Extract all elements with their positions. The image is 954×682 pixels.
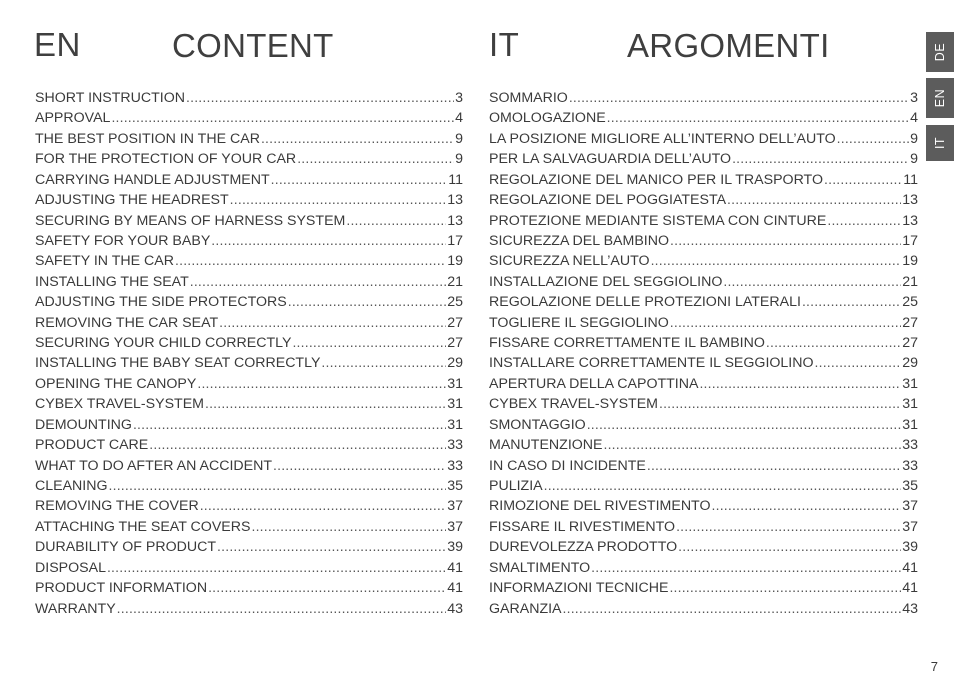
- toc-entry-page: 39: [902, 539, 918, 556]
- toc-entry[interactable]: [489, 230, 918, 250]
- toc-entry-page: 43: [447, 600, 463, 617]
- dot-leader: [205, 393, 446, 413]
- toc-entry-page: 13: [447, 212, 463, 229]
- toc-entry-title: FISSARE CORRETTAMENTE IL BAMBINO: [489, 335, 765, 352]
- toc-entry-title: LA POSIZIONE MIGLIORE ALL’INTERNO DELL’AUTO: [489, 130, 836, 147]
- toc-entry-title: CLEANING: [35, 478, 108, 495]
- italian-table-of-contents: [489, 87, 918, 618]
- toc-entry-page: 43: [902, 600, 918, 617]
- toc-entry[interactable]: [489, 352, 918, 372]
- dot-leader: [107, 557, 446, 577]
- dot-leader: [292, 332, 446, 352]
- dot-leader: [251, 516, 446, 536]
- toc-entry-page: 39: [447, 539, 463, 556]
- dot-leader: [607, 107, 909, 127]
- toc-entry-page: 27: [902, 335, 918, 352]
- english-contents-title: CONTENT: [172, 27, 334, 64]
- toc-entry-title: INSTALLARE CORRETTAMENTE IL SEGGIOLINO: [489, 355, 814, 372]
- toc-entry-page: 13: [902, 192, 918, 209]
- dot-leader: [230, 189, 447, 209]
- toc-entry[interactable]: [35, 598, 463, 618]
- dot-leader: [117, 598, 447, 618]
- dot-leader: [211, 230, 446, 250]
- toc-entry-title: PRODUCT CARE: [35, 437, 149, 454]
- dot-leader: [670, 230, 901, 250]
- dot-leader: [676, 516, 901, 536]
- toc-entry-page: 33: [447, 437, 463, 454]
- toc-entry-page: 31: [447, 416, 463, 433]
- toc-entry[interactable]: [489, 557, 918, 577]
- toc-entry-title: INSTALLING THE SEAT: [35, 273, 189, 290]
- toc-entry[interactable]: [489, 516, 918, 536]
- toc-entry-page: 31: [902, 375, 918, 392]
- dot-leader: [727, 189, 901, 209]
- toc-entry-title: DUREVOLEZZA PRODOTTO: [489, 539, 678, 556]
- toc-entry-title: SICUREZZA DEL BAMBINO: [489, 232, 670, 249]
- toc-entry-page: 19: [447, 253, 463, 270]
- toc-entry-title: FISSARE IL RIVESTIMENTO: [489, 518, 676, 535]
- toc-entry-title: SOMMARIO: [489, 90, 568, 106]
- toc-entry-title: REGOLAZIONE DEL MANICO PER IL TRASPORTO: [489, 171, 824, 188]
- toc-entry[interactable]: [489, 169, 918, 189]
- toc-entry[interactable]: [35, 148, 463, 168]
- toc-entry[interactable]: [35, 169, 463, 189]
- toc-entry-title: ADJUSTING THE HEADREST: [35, 192, 229, 209]
- toc-entry-title: OPENING THE CANOPY: [35, 375, 197, 392]
- dot-leader: [802, 291, 901, 311]
- toc-entry[interactable]: [489, 393, 918, 413]
- toc-entry[interactable]: [35, 271, 463, 291]
- toc-entry[interactable]: [35, 312, 463, 332]
- toc-entry-title: DISPOSAL: [35, 559, 106, 576]
- toc-entry-page: 37: [447, 498, 463, 515]
- toc-entry[interactable]: [489, 577, 918, 597]
- toc-entry-title: SAFETY IN THE CAR: [35, 253, 175, 270]
- toc-entry-title: REGOLAZIONE DELLE PROTEZIONI LATERALI: [489, 294, 801, 311]
- dot-leader: [670, 312, 901, 332]
- toc-entry-title: APPROVAL: [35, 110, 111, 127]
- toc-entry[interactable]: [35, 352, 463, 372]
- italian-lang-code: IT: [489, 26, 520, 63]
- toc-entry[interactable]: [489, 148, 918, 168]
- toc-entry-title: SMALTIMENTO: [489, 559, 591, 576]
- toc-entry[interactable]: [489, 189, 918, 209]
- toc-entry-title: THE BEST POSITION IN THE CAR: [35, 130, 260, 147]
- language-tab-en[interactable]: [926, 78, 954, 118]
- dot-leader: [271, 169, 448, 189]
- toc-entry-page: 3: [910, 90, 918, 106]
- dot-leader: [544, 475, 902, 495]
- language-tab-label: IT: [932, 136, 947, 150]
- toc-entry[interactable]: [489, 250, 918, 270]
- toc-entry[interactable]: [35, 87, 463, 107]
- toc-entry-page: 33: [902, 457, 918, 474]
- toc-entry[interactable]: [35, 475, 463, 495]
- toc-entry-title: PER LA SALVAGUARDIA DELL’AUTO: [489, 151, 732, 168]
- toc-entry-title: GARANZIA: [489, 600, 562, 617]
- toc-entry[interactable]: [489, 291, 918, 311]
- dot-leader: [732, 148, 909, 168]
- toc-entry-page: 29: [902, 355, 918, 372]
- dot-leader: [659, 393, 901, 413]
- dot-leader: [815, 352, 902, 372]
- toc-entry-title: INSTALLAZIONE DEL SEGGIOLINO: [489, 273, 723, 290]
- toc-entry-page: 9: [910, 130, 918, 147]
- page-number: 7: [930, 659, 938, 674]
- toc-entry-page: 37: [902, 518, 918, 535]
- dot-leader: [712, 495, 902, 515]
- toc-entry-title: SHORT INSTRUCTION: [35, 90, 186, 106]
- toc-entry-title: WARRANTY: [35, 600, 116, 617]
- dot-leader: [591, 557, 901, 577]
- dot-leader: [587, 414, 902, 434]
- toc-entry-page: 13: [447, 192, 463, 209]
- toc-entry-page: 3: [455, 90, 463, 106]
- toc-entry[interactable]: [489, 434, 918, 454]
- dot-leader: [563, 598, 902, 618]
- dot-leader: [824, 169, 902, 189]
- toc-entry[interactable]: [35, 332, 463, 352]
- dot-leader: [109, 475, 447, 495]
- toc-entry-title: ADJUSTING THE SIDE PROTECTORS: [35, 294, 287, 311]
- toc-entry-page: 33: [902, 437, 918, 454]
- toc-entry[interactable]: [489, 87, 918, 107]
- toc-entry[interactable]: [35, 107, 463, 127]
- toc-entry-page: 35: [447, 478, 463, 495]
- language-tab-label: DE: [933, 42, 947, 62]
- dot-leader: [569, 87, 909, 107]
- toc-entry[interactable]: [35, 250, 463, 270]
- toc-entry-title: TOGLIERE IL SEGGIOLINO: [489, 314, 669, 331]
- toc-entry[interactable]: [35, 210, 463, 230]
- toc-entry-title: RIMOZIONE DEL RIVESTIMENTO: [489, 498, 711, 515]
- toc-entry[interactable]: [35, 393, 463, 413]
- toc-entry-page: 33: [447, 457, 463, 474]
- toc-entry-title: FOR THE PROTECTION OF YOUR CAR: [35, 151, 297, 168]
- dot-leader: [669, 577, 901, 597]
- dot-leader: [208, 577, 446, 597]
- toc-entry[interactable]: [489, 373, 918, 393]
- dot-leader: [261, 128, 454, 148]
- toc-entry-title: CARRYING HANDLE ADJUSTMENT: [35, 171, 270, 188]
- dot-leader: [219, 312, 446, 332]
- dot-leader: [197, 373, 446, 393]
- toc-entry-title: SMONTAGGIO: [489, 416, 586, 433]
- toc-entry-page: 4: [910, 110, 918, 127]
- toc-entry-page: 9: [910, 151, 918, 168]
- toc-entry-page: 13: [902, 212, 918, 229]
- toc-entry[interactable]: [35, 414, 463, 434]
- toc-entry[interactable]: [35, 536, 463, 556]
- dot-leader: [647, 455, 901, 475]
- dot-leader: [321, 352, 446, 372]
- dot-leader: [111, 107, 454, 127]
- dot-leader: [723, 271, 901, 291]
- toc-entry-page: 21: [902, 273, 918, 290]
- toc-entry-title: SECURING YOUR CHILD CORRECTLY: [35, 335, 292, 352]
- toc-entry[interactable]: [35, 516, 463, 536]
- toc-entry-title: INSTALLING THE BABY SEAT CORRECTLY: [35, 355, 321, 372]
- toc-entry-page: 4: [455, 110, 463, 127]
- toc-entry[interactable]: [489, 455, 918, 475]
- toc-entry-page: 35: [902, 478, 918, 495]
- toc-entry-title: SAFETY FOR YOUR BABY: [35, 232, 211, 249]
- toc-entry-page: 27: [902, 314, 918, 331]
- toc-entry-page: 25: [447, 294, 463, 311]
- toc-entry-page: 17: [902, 232, 918, 249]
- toc-entry[interactable]: [489, 598, 918, 618]
- toc-entry[interactable]: [35, 557, 463, 577]
- toc-entry-title: MANUTENZIONE: [489, 437, 603, 454]
- toc-entry-title: PROTEZIONE MEDIANTE SISTEMA CON CINTURE: [489, 212, 827, 229]
- toc-entry[interactable]: [35, 577, 463, 597]
- toc-entry-page: 37: [447, 518, 463, 535]
- dot-leader: [827, 210, 901, 230]
- dot-leader: [837, 128, 909, 148]
- toc-entry-title: OMOLOGAZIONE: [489, 110, 606, 127]
- dot-leader: [217, 536, 446, 556]
- toc-entry-page: 25: [902, 294, 918, 311]
- toc-entry-page: 31: [447, 396, 463, 413]
- toc-entry[interactable]: [489, 128, 918, 148]
- toc-entry[interactable]: [35, 128, 463, 148]
- toc-entry-page: 31: [447, 375, 463, 392]
- toc-entry-page: 27: [447, 314, 463, 331]
- toc-entry-title: REGOLAZIONE DEL POGGIATESTA: [489, 192, 727, 209]
- toc-entry-title: WHAT TO DO AFTER AN ACCIDENT: [35, 457, 273, 474]
- dot-leader: [699, 373, 901, 393]
- english-lang-code: EN: [34, 26, 81, 63]
- toc-entry-page: 41: [902, 580, 918, 597]
- toc-entry[interactable]: [489, 495, 918, 515]
- toc-entry-title: REMOVING THE COVER: [35, 498, 199, 515]
- toc-entry[interactable]: [489, 536, 918, 556]
- toc-entry[interactable]: [489, 332, 918, 352]
- english-table-of-contents: [35, 87, 463, 618]
- dot-leader: [288, 291, 446, 311]
- dot-leader: [273, 455, 446, 475]
- toc-entry[interactable]: [35, 189, 463, 209]
- toc-entry-page: 41: [447, 580, 463, 597]
- toc-entry-page: 9: [455, 130, 463, 147]
- toc-entry-page: 31: [902, 416, 918, 433]
- dot-leader: [678, 536, 901, 556]
- dot-leader: [186, 87, 454, 107]
- toc-entry-page: 41: [447, 559, 463, 576]
- dot-leader: [133, 414, 446, 434]
- toc-entry[interactable]: [489, 414, 918, 434]
- toc-entry[interactable]: [35, 230, 463, 250]
- toc-entry-title: APERTURA DELLA CAPOTTINA: [489, 375, 699, 392]
- toc-entry[interactable]: [489, 475, 918, 495]
- toc-entry-page: 17: [447, 232, 463, 249]
- dot-leader: [766, 332, 901, 352]
- dot-leader: [190, 271, 446, 291]
- toc-entry-page: 37: [902, 498, 918, 515]
- language-tab-label: EN: [933, 88, 947, 108]
- toc-entry[interactable]: [489, 271, 918, 291]
- dot-leader: [651, 250, 902, 270]
- toc-entry-page: 29: [447, 355, 463, 372]
- toc-entry-title: SICUREZZA NELL’AUTO: [489, 253, 650, 270]
- dot-leader: [200, 495, 447, 515]
- toc-entry-title: PULIZIA: [489, 478, 543, 495]
- toc-entry-page: 19: [902, 253, 918, 270]
- toc-entry[interactable]: [35, 434, 463, 454]
- toc-entry-page: 27: [447, 335, 463, 352]
- toc-entry-title: REMOVING THE CAR SEAT: [35, 314, 219, 331]
- toc-entry-title: DEMOUNTING: [35, 416, 132, 433]
- toc-entry[interactable]: [489, 107, 918, 127]
- toc-entry-page: 11: [448, 171, 463, 188]
- toc-entry-title: CYBEX TRAVEL-SYSTEM: [35, 396, 204, 413]
- toc-entry[interactable]: [35, 455, 463, 475]
- toc-entry-title: CYBEX TRAVEL-SYSTEM: [489, 396, 658, 413]
- toc-entry[interactable]: [35, 495, 463, 515]
- dot-leader: [604, 434, 902, 454]
- toc-entry[interactable]: [35, 373, 463, 393]
- toc-entry-page: 21: [447, 273, 463, 290]
- toc-entry[interactable]: [35, 291, 463, 311]
- language-tab-de[interactable]: [926, 32, 954, 72]
- toc-entry-page: 31: [902, 396, 918, 413]
- dot-leader: [149, 434, 446, 454]
- toc-entry-page: 11: [903, 171, 918, 188]
- toc-entry-title: PRODUCT INFORMATION: [35, 580, 208, 597]
- toc-entry-title: DURABILITY OF PRODUCT: [35, 539, 217, 556]
- language-tab-it[interactable]: [926, 125, 954, 161]
- toc-entry-title: ATTACHING THE SEAT COVERS: [35, 518, 251, 535]
- toc-entry-page: 9: [455, 151, 463, 168]
- dot-leader: [346, 210, 446, 230]
- dot-leader: [175, 250, 446, 270]
- toc-entry-page: 41: [902, 559, 918, 576]
- toc-entry[interactable]: [489, 210, 918, 230]
- toc-entry-title: SECURING BY MEANS OF HARNESS SYSTEM: [35, 212, 346, 229]
- dot-leader: [297, 148, 454, 168]
- toc-entry[interactable]: [489, 312, 918, 332]
- italian-contents-title: ARGOMENTI: [627, 27, 830, 64]
- toc-entry-title: INFORMAZIONI TECNICHE: [489, 580, 669, 597]
- toc-entry-title: IN CASO DI INCIDENTE: [489, 457, 646, 474]
